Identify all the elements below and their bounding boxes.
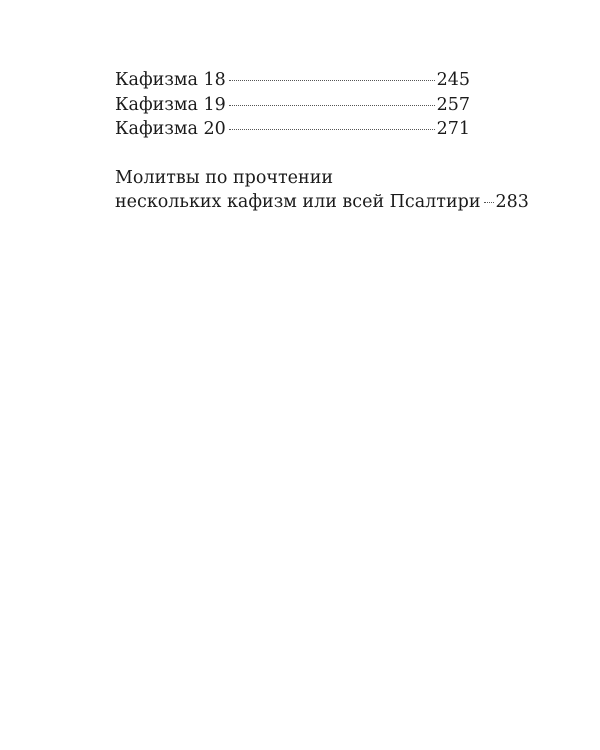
toc-dot-leader [229, 129, 435, 130]
toc-entry-page: 283 [495, 192, 529, 212]
toc-entry-prayers-line1: Молитвы по прочтении [115, 167, 334, 188]
toc-entry-kathisma-20 [115, 117, 470, 142]
toc-entry-page: 245 [436, 70, 470, 90]
toc-dot-leader [484, 202, 494, 203]
toc-entry-title: Кафизма 20 [115, 119, 226, 139]
toc-entry-title: Кафизма 19 [115, 94, 226, 115]
toc-entry-page: 257 [436, 94, 470, 115]
toc-entry-kathisma-19 [115, 93, 470, 118]
toc-entry-title: Кафизма 18 [115, 70, 226, 90]
toc-dot-leader [229, 80, 435, 81]
toc-entry-title: нескольких кафизм или всей Псалтири [115, 192, 481, 212]
table-of-contents [115, 68, 529, 215]
toc-dot-leader [229, 105, 435, 106]
toc-spacer [115, 142, 470, 166]
toc-entry-page: 271 [436, 119, 470, 139]
toc-entry-prayers [115, 190, 529, 215]
toc-entry-kathisma-18 [115, 68, 470, 93]
